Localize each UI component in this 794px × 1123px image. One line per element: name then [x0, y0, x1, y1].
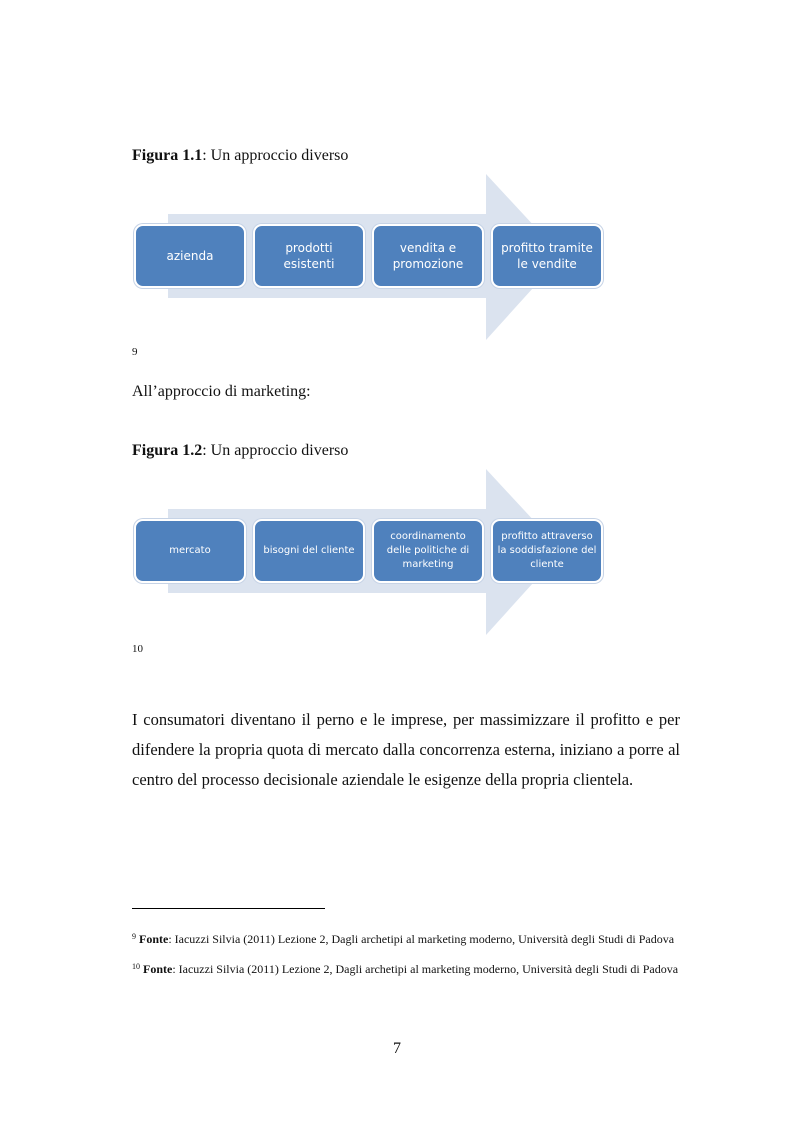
- figure-1-note-ref: 9: [132, 346, 138, 358]
- figure-1-step-4: profitto tramite le vendite: [491, 224, 603, 288]
- figure-1-caption-text: : Un approccio diverso: [202, 147, 349, 164]
- footnote-9-text: : Iacuzzi Silvia (2011) Lezione 2, Dagli archetipi al marketing moderno, Università degli Studi di Padova: [168, 932, 675, 946]
- figure-2-step-2: bisogni del cliente: [253, 519, 365, 583]
- figure-1-diagram: [132, 174, 607, 344]
- figure-2-caption: [132, 441, 348, 461]
- footnote-separator: [132, 908, 325, 909]
- figure-1-step-1: azienda: [134, 224, 246, 288]
- footnote-10-number: 10: [132, 962, 140, 971]
- figure-1-step-2: prodotti esistenti: [253, 224, 365, 288]
- transition-text: All’approccio di marketing:: [132, 383, 311, 400]
- figure-2-caption-text: : Un approccio diverso: [202, 442, 349, 459]
- footnote-10: [132, 963, 692, 976]
- footnote-10-text: : Iacuzzi Silvia (2011) Lezione 2, Dagli archetipi al marketing moderno, Università degli Studi di Padova: [172, 962, 679, 976]
- figure-2-step-3: coordinamento delle politiche di marketing: [372, 519, 484, 583]
- footnote-9: [132, 933, 692, 946]
- figure-2-step-1: mercato: [134, 519, 246, 583]
- figure-2-note-ref: 10: [132, 643, 143, 655]
- figure-2-step-4: profitto attraverso la soddisfazione del cliente: [491, 519, 603, 583]
- figure-2-diagram: [132, 469, 607, 639]
- footnote-9-number: 9: [132, 932, 136, 941]
- footnote-10-label: Fonte: [143, 962, 173, 976]
- figure-1-label: Figura 1.1: [132, 147, 203, 164]
- figure-1-caption: [132, 146, 348, 166]
- footnote-9-label: Fonte: [139, 932, 169, 946]
- figure-1-step-3: vendita e promozione: [372, 224, 484, 288]
- figure-2-label: Figura 1.2: [132, 442, 203, 459]
- page-number: 7: [393, 1040, 401, 1057]
- body-paragraph: I consumatori diventano il perno e le imprese, per massimizzare il profitto e per difendere la propria quota di mercato dalla concorrenza esterna, iniziano a porre al centro del processo decisionale aziendale le esigenze della propria clientela.: [132, 710, 680, 789]
